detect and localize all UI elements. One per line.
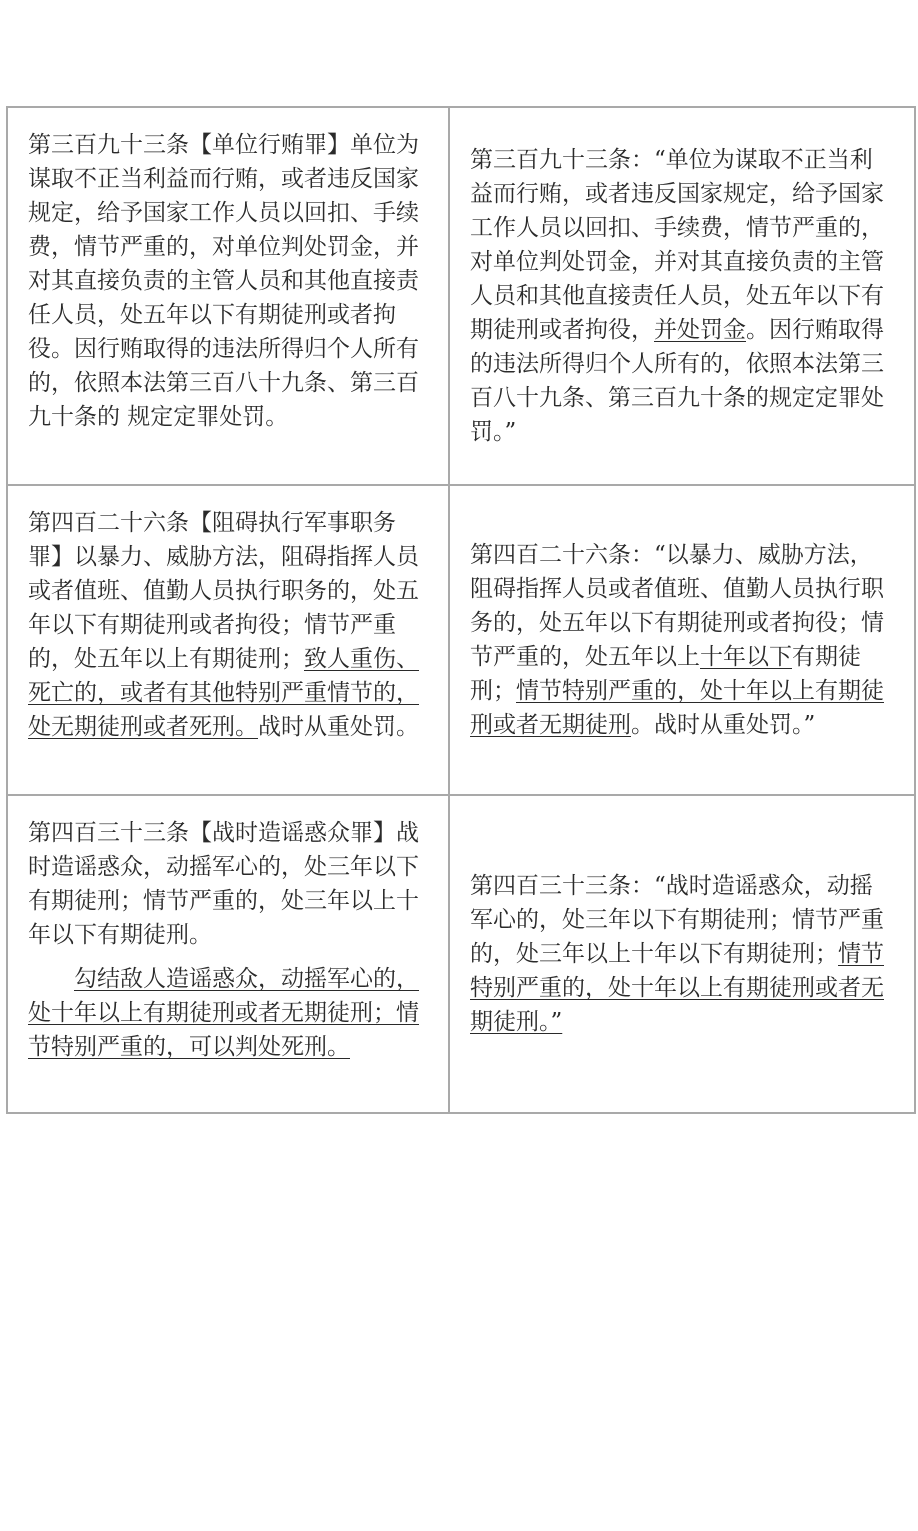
amended-text-segment: 第三百九十三条：“单位为谋取不正当利益而行贿，或者违反国家规定，给予国家工作人员以回扣、手续费，情节严重的，对单位判处罚金，并对其直接负责的主管人员和其他直接责任人员，处五年以下有期徒刑或者拘役， — [470, 147, 884, 343]
original-underlined-segment: 致人重伤、死亡的，或者有其他特别严重情节的，处无期徒刑或者死刑。 — [28, 646, 419, 740]
original-underlined-segment: 勾结敌人造谣惑众，动摇军心的，处十年以上有期徒刑或者无期徒刑；情节特别严重的，可以判处死刑。 — [28, 966, 419, 1060]
original-text-segment: 第四百二十六条【阻碍执行军事职务罪】以暴力、威胁方法，阻碍指挥人员或者值班、值勤人员执行职务的，处五年以下有期徒刑或者拘役；情节严重的，处五年以上有期徒刑； — [28, 510, 419, 672]
original-article-433-cell — [7, 795, 449, 1113]
amended-underlined-segment: 并处罚金 — [654, 317, 746, 343]
table-row — [7, 107, 915, 485]
original-text-segment: 战时从重处罚。 — [258, 714, 419, 740]
amended-underlined-segment: 情节特别严重的，处十年以上有期徒刑或者无期徒刑 — [470, 678, 884, 738]
amended-article-393-text — [470, 143, 894, 449]
amended-text-segment: 有期徒刑； — [470, 644, 861, 704]
amended-article-433-text — [470, 869, 894, 1039]
original-article-393-text: 第三百九十三条【单位行贿罪】单位为谋取不正当利益而行贿，或者违反国家规定，给予国家工作人员以回扣、手续费，情节严重的，对单位判处罚金，并对其直接负责的主管人员和其他直接责任人员，处五年以下有期徒刑或者拘役。因行贿取得的违法所得归个人所有的，依照本法第三百八十九条、第三百九十条的 规定定罪处罚。 — [28, 132, 419, 430]
original-article-393-cell — [7, 107, 449, 485]
law-comparison-table — [6, 106, 916, 1114]
amended-text-segment: 。战时从重处罚。” — [631, 712, 816, 738]
amended-article-393-cell — [449, 107, 915, 485]
amended-text-segment: 第四百二十六条：“以暴力、威胁方法，阻碍指挥人员或者值班、值勤人员执行职务的，处五年以下有期徒刑或者拘役；情节严重的，处五年以上 — [470, 542, 884, 670]
amended-underlined-segment: 情节特别严重的，处十年以上有期徒刑或者无期徒刑。” — [470, 941, 884, 1035]
original-article-433-text: 第四百三十三条【战时造谣惑众罪】战时造谣惑众，动摇军心的，处三年以下有期徒刑；情节严重的，处三年以上十年以下有期徒刑。 — [28, 820, 419, 948]
amended-article-433-cell — [449, 795, 915, 1113]
table-row — [7, 795, 915, 1113]
table-row — [7, 485, 915, 795]
amended-text-segment: 第四百三十三条：“战时造谣惑众，动摇军心的，处三年以下有期徒刑；情节严重的，处三年以上十年以下有期徒刑； — [470, 873, 884, 967]
amended-article-426-cell — [449, 485, 915, 795]
amended-article-426-text — [470, 538, 894, 742]
original-article-433-paragraph-2 — [28, 962, 428, 1064]
amended-underlined-segment: 十年以下 — [700, 644, 792, 670]
amended-text-segment: 。因行贿取得的违法所得归个人所有的，依照本法第三百八十九条、第三百九十条的规定定罪处罚。” — [470, 317, 884, 445]
original-article-426-text — [28, 506, 428, 744]
original-article-426-cell — [7, 485, 449, 795]
